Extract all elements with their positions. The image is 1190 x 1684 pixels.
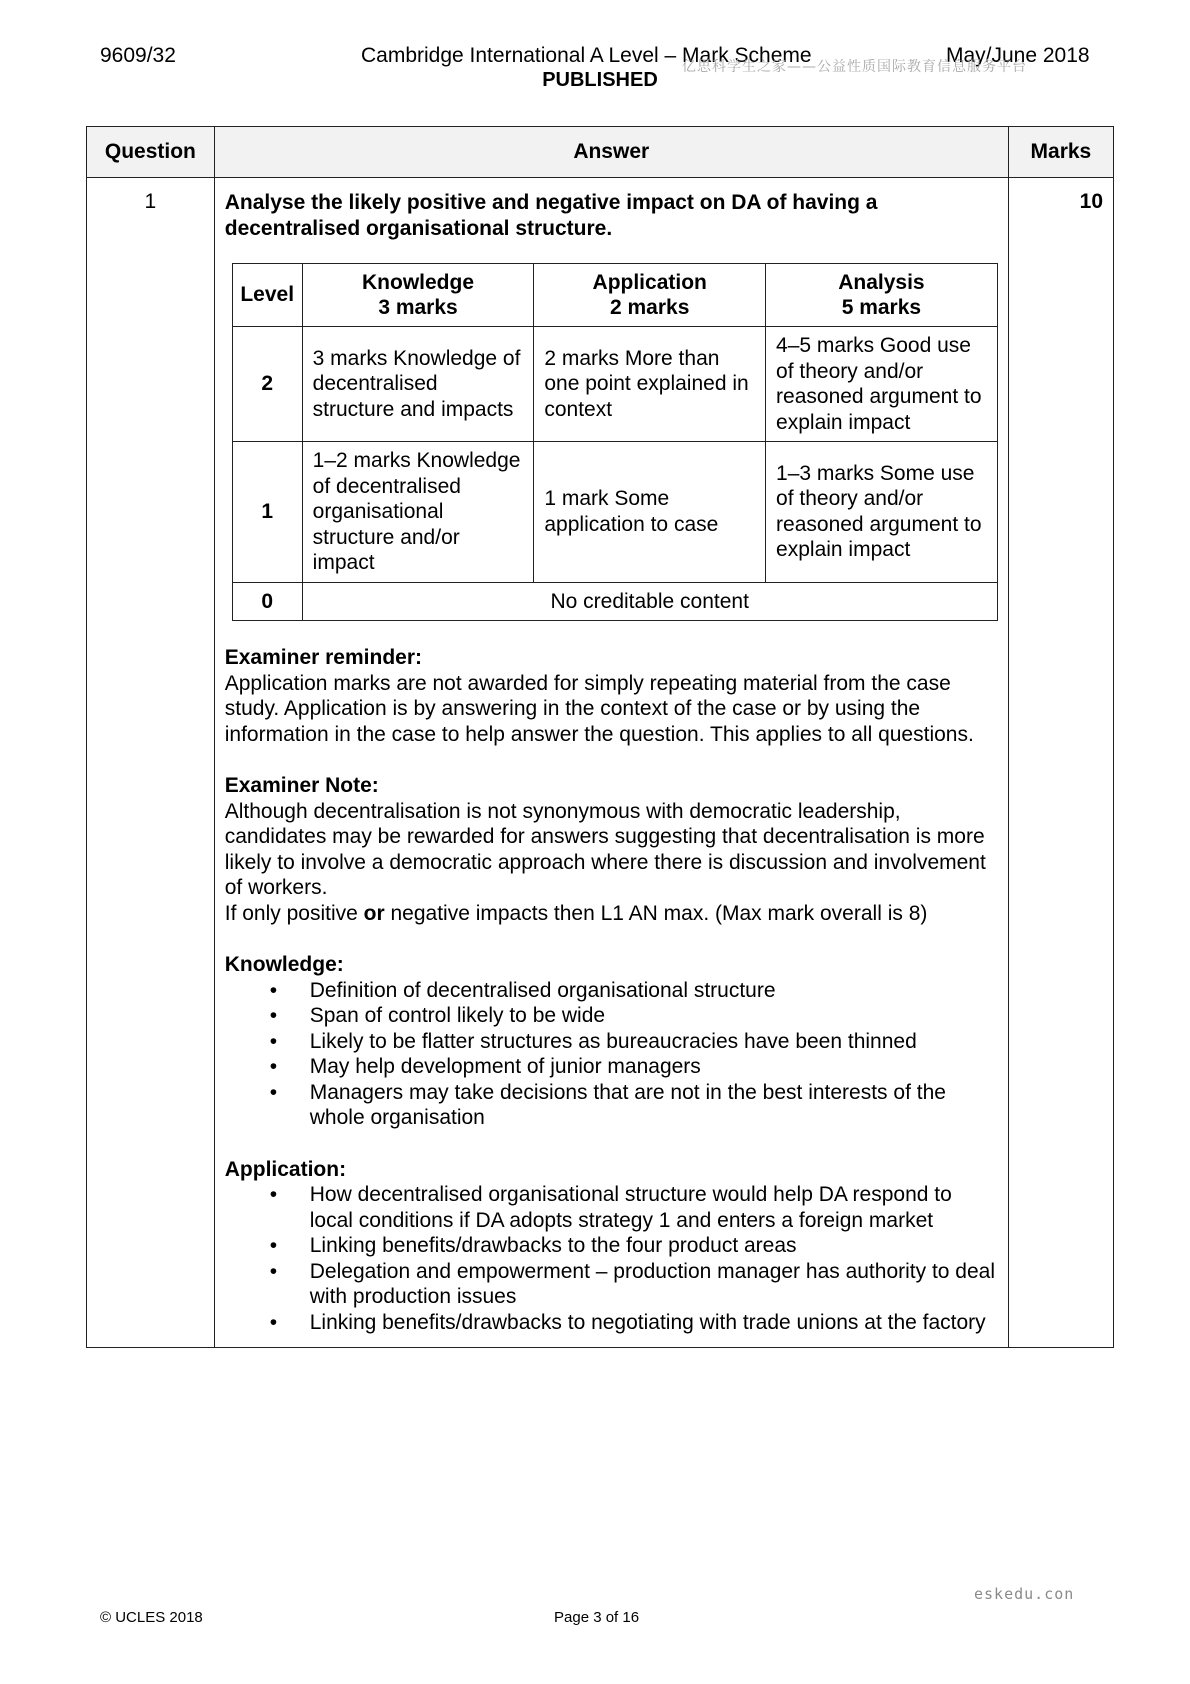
application-header xyxy=(534,264,766,327)
application-list xyxy=(225,1182,998,1335)
question-text: Analyse the likely positive and negative impact on DA of having a decentralised organisational structure. xyxy=(224,191,878,240)
examiner-note-text: Although decentralisation is not synonymous with democratic leadership, candidates may be rewarded for answers suggesting that decentralisation is more likely to involve a democratic approach where there is discussion and involvement of workers. xyxy=(224,799,986,899)
application-header-title: Application xyxy=(592,270,707,294)
application-heading: Application: xyxy=(224,1157,347,1181)
mark-scheme-header-row xyxy=(87,127,1114,178)
level-number: 2 xyxy=(232,327,302,442)
examiner-reminder-text: Application marks are not awarded for simply repeating material from the case study. Application is by answering in the context of the case or by using the information in the case to help answer the question. This applies to all questions. xyxy=(224,671,974,746)
list-item: • Definition of decentralised organisational structure xyxy=(310,978,998,1004)
knowledge-header xyxy=(302,264,534,327)
level-0-row xyxy=(232,582,997,621)
analysis-header-title: Analysis xyxy=(838,270,925,294)
question-marks: 10 xyxy=(1008,178,1113,1348)
level-1-row xyxy=(232,442,997,583)
list-item: • How decentralised organisational structure would help DA respond to local conditions if DA adopts strategy 1 and enters a foreign market xyxy=(310,1182,998,1233)
list-item: • Span of control likely to be wide xyxy=(310,1003,998,1029)
question-column-header: Question xyxy=(87,127,215,178)
levels-table xyxy=(232,263,998,621)
list-item: • May help development of junior managers xyxy=(310,1054,998,1080)
examiner-note-heading: Examiner Note: xyxy=(224,774,379,797)
copyright-notice: © UCLES 2018 xyxy=(100,1609,203,1626)
level-number: 0 xyxy=(232,582,302,621)
marks-column-header: Marks xyxy=(1008,127,1113,178)
level-1-application: 1 mark Some application to case xyxy=(534,442,766,583)
level-number: 1 xyxy=(232,442,302,583)
list-item: • Managers may take decisions that are not in the best interests of the whole organisation xyxy=(310,1080,998,1131)
list-item: • Linking benefits/drawbacks to the four product areas xyxy=(310,1233,998,1259)
published-label: PUBLISHED xyxy=(542,69,658,91)
question-row xyxy=(87,178,1114,1348)
application-header-marks: 2 marks xyxy=(610,296,690,319)
document-title: Cambridge International A Level – Mark Scheme xyxy=(361,44,812,67)
knowledge-heading: Knowledge: xyxy=(224,953,344,976)
page-number: Page 3 of 16 xyxy=(554,1609,640,1626)
levels-header-row xyxy=(232,264,997,327)
examiner-reminder-heading: Examiner reminder: xyxy=(224,646,422,669)
answer-cell xyxy=(214,178,1008,1348)
level-2-row xyxy=(232,327,997,442)
document-code: 9609/32 xyxy=(100,44,176,67)
exam-session-date: May/June 2018 xyxy=(946,44,1090,67)
level-2-analysis: 4–5 marks Good use of theory and/or reasoned argument to explain impact xyxy=(766,327,998,442)
list-item: • Likely to be flatter structures as bureaucracies have been thinned xyxy=(310,1029,998,1055)
site-watermark: eskedu.con xyxy=(974,1585,1075,1603)
knowledge-list xyxy=(225,978,998,1131)
watermark-text: 亿思科学生之家——公益性质国际教育信息服务平台 xyxy=(682,59,1027,75)
knowledge-header-marks: 3 marks xyxy=(378,296,458,319)
examiner-note-max-rule: If only positive or negative impacts then L1 AN max. (Max mark overall is 8) xyxy=(224,901,928,925)
level-1-knowledge: 1–2 marks Knowledge of decentralised organisational structure and/or impact xyxy=(302,442,534,583)
analysis-header xyxy=(766,264,998,327)
level-0-description: No creditable content xyxy=(302,582,997,621)
mark-scheme-table xyxy=(86,126,1114,1348)
answer-column-header: Answer xyxy=(214,127,1008,178)
level-2-knowledge: 3 marks Knowledge of decentralised structure and impacts xyxy=(302,327,534,442)
question-number: 1 xyxy=(87,178,215,1348)
level-header: Level xyxy=(232,264,302,327)
analysis-header-marks: 5 marks xyxy=(841,296,922,319)
level-2-application: 2 marks More than one point explained in context xyxy=(534,327,766,442)
knowledge-header-title: Knowledge xyxy=(362,270,475,294)
list-item: • Linking benefits/drawbacks to negotiating with trade unions at the factory xyxy=(310,1310,998,1336)
list-item: • Delegation and empowerment – production manager has authority to deal with production issues xyxy=(310,1259,998,1310)
level-1-analysis: 1–3 marks Some use of theory and/or reasoned argument to explain impact xyxy=(766,442,998,583)
